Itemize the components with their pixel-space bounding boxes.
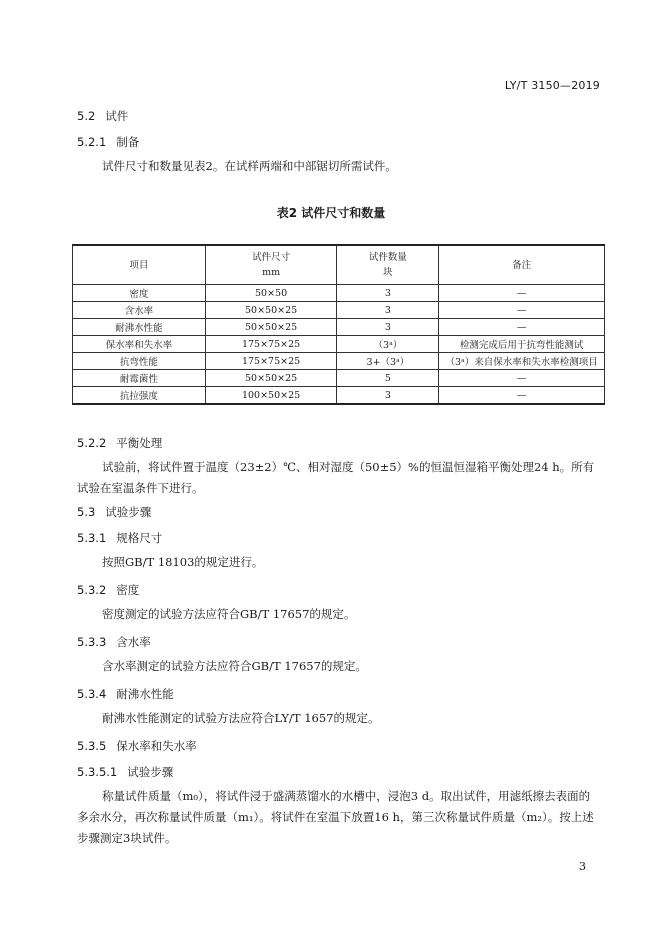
section-number: 5.3.4 xyxy=(77,687,107,701)
header-remarks: 备注 xyxy=(439,245,605,285)
cell: 含水率 xyxy=(73,302,206,319)
section-5-3-heading xyxy=(77,504,151,520)
section-number: 5.3.5 xyxy=(77,739,107,753)
section-5-3-1-heading xyxy=(77,530,162,546)
specimen-table xyxy=(72,244,605,405)
header-item: 项目 xyxy=(73,245,206,285)
section-title: 规格尺寸 xyxy=(116,531,163,545)
section-title: 含水率 xyxy=(116,635,151,649)
section-number: 5.3.3 xyxy=(77,635,107,649)
standard-code: LY/T 3150—2019 xyxy=(504,79,600,92)
section-title: 平衡处理 xyxy=(116,436,163,450)
header-quantity: 试件数量 块 xyxy=(337,245,439,285)
section-5-2-heading xyxy=(77,108,128,124)
cell: — xyxy=(439,387,605,405)
section-5-2-1-body: 试件尺寸和数量见表2。在试样两端和中部锯切所需试件。 xyxy=(102,159,397,173)
table-row xyxy=(73,319,605,336)
table-caption: 表2 试件尺寸和数量 xyxy=(276,206,386,220)
section-title: 耐沸水性能 xyxy=(116,687,174,701)
section-title: 试验步骤 xyxy=(127,765,174,779)
cell: 50×50×25 xyxy=(205,319,337,336)
section-number: 5.2.1 xyxy=(77,135,107,149)
section-title: 试验步骤 xyxy=(105,505,152,519)
cell: 3 xyxy=(337,302,439,319)
section-number: 5.3.5.1 xyxy=(77,765,118,779)
cell: 50×50×25 xyxy=(205,302,337,319)
cell: 3 xyxy=(337,387,439,405)
cell: 5 xyxy=(337,370,439,387)
section-5-3-4-body: 耐沸水性能测定的试验方法应符合LY/T 1657的规定。 xyxy=(102,711,380,725)
section-number: 5.3.1 xyxy=(77,531,107,545)
page-number: 3 xyxy=(579,860,586,873)
section-number: 5.3.2 xyxy=(77,583,107,597)
header-size: 试件尺寸 mm xyxy=(205,245,337,285)
section-5-3-3-body: 含水率测定的试验方法应符合GB/T 17657的规定。 xyxy=(102,659,367,673)
cell: 3+（3ᵃ） xyxy=(337,353,439,370)
cell: — xyxy=(439,319,605,336)
table-header-row xyxy=(73,245,605,285)
table-row xyxy=(73,302,605,319)
table-row xyxy=(73,370,605,387)
cell: — xyxy=(439,302,605,319)
section-number: 5.3 xyxy=(77,505,96,519)
cell: 耐沸水性能 xyxy=(73,319,206,336)
cell: 密度 xyxy=(73,285,206,302)
section-number: 5.2.2 xyxy=(77,436,107,450)
section-5-2-1-heading xyxy=(77,134,139,150)
table-row xyxy=(73,387,605,405)
section-5-3-1-body: 按照GB/T 18103的规定进行。 xyxy=(102,555,264,569)
cell: — xyxy=(439,285,605,302)
cell: 3 xyxy=(337,285,439,302)
section-5-3-5-1-body: 称量试件质量（m₀），将试件浸于盛满蒸馏水的水槽中，浸泡3 d。取出试件，用滤纸擦去表面的多余水分，再次称量试件质量（m₁）。将试件在室温下放置16 h，第三次称量试件质量（m₂）。按上述步骤测定3块试件。 xyxy=(77,789,594,845)
section-5-2-2-heading xyxy=(77,435,162,451)
section-title: 保水率和失水率 xyxy=(116,739,197,753)
cell: （3ᵃ）来自保水率和失水率检测项目 xyxy=(439,353,605,370)
cell: 抗弯性能 xyxy=(73,353,206,370)
cell: 50×50×25 xyxy=(205,370,337,387)
section-number: 5.2 xyxy=(77,109,96,123)
cell: （3ᵃ） xyxy=(337,336,439,353)
cell: 耐霉菌性 xyxy=(73,370,206,387)
section-title: 密度 xyxy=(116,583,140,597)
cell: 抗拉强度 xyxy=(73,387,206,405)
cell: 50×50 xyxy=(205,285,337,302)
table-row xyxy=(73,336,605,353)
section-5-3-4-heading xyxy=(77,686,174,702)
cell: 175×75×25 xyxy=(205,336,337,353)
cell: 100×50×25 xyxy=(205,387,337,405)
cell: 检测完成后用于抗弯性能测试 xyxy=(439,336,605,353)
section-5-3-5-heading xyxy=(77,738,197,754)
section-title: 制备 xyxy=(116,135,140,149)
section-5-3-3-heading xyxy=(77,634,151,650)
cell: — xyxy=(439,370,605,387)
cell: 3 xyxy=(337,319,439,336)
section-5-2-2-body: 试验前，将试件置于温度（23±2）℃、相对湿度（50±5）%的恒温恒湿箱平衡处理24 h。所有试验在室温条件下进行。 xyxy=(77,460,595,495)
section-title: 试件 xyxy=(105,109,129,123)
cell: 保水率和失水率 xyxy=(73,336,206,353)
section-5-3-2-heading xyxy=(77,582,139,598)
section-5-3-2-body: 密度测定的试验方法应符合GB/T 17657的规定。 xyxy=(102,607,356,621)
section-5-3-5-1-heading xyxy=(77,764,173,780)
table-row xyxy=(73,285,605,302)
cell: 175×75×25 xyxy=(205,353,337,370)
table-row xyxy=(73,353,605,370)
